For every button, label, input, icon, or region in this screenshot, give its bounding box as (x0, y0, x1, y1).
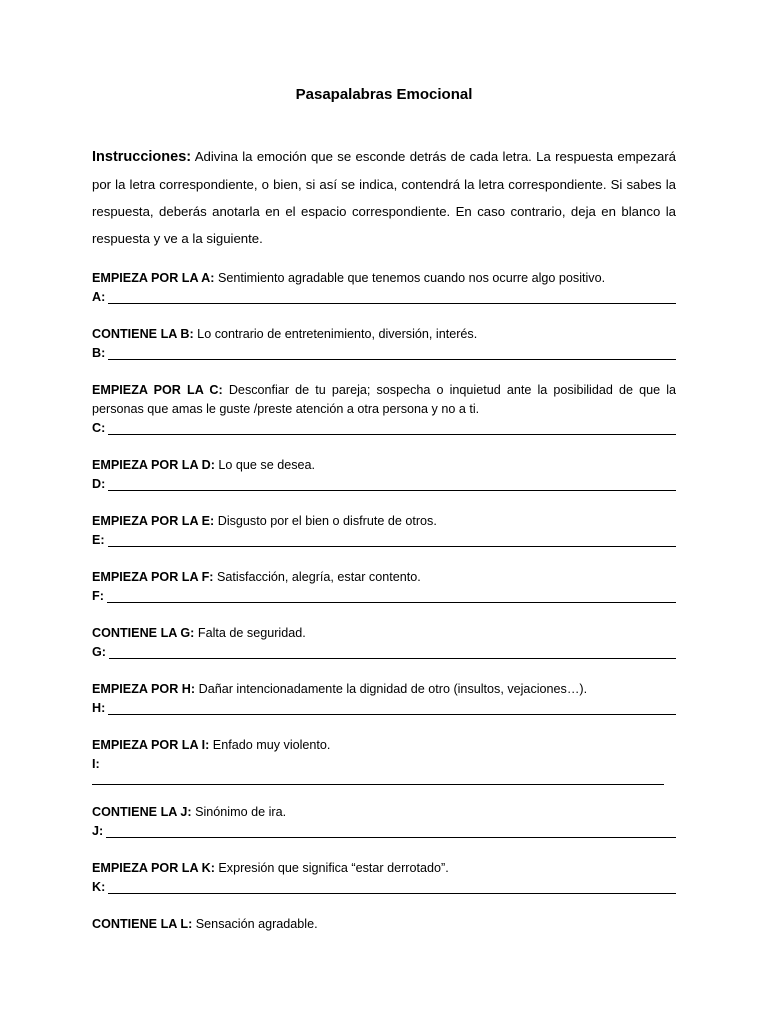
answer-line[interactable] (108, 289, 676, 304)
question-text (92, 736, 676, 755)
question-clue: Falta de seguridad. (194, 626, 306, 640)
question-text (92, 269, 676, 288)
question-text (92, 624, 676, 643)
answer-row (92, 344, 676, 363)
question-clue: Satisfacción, alegría, estar contento. (213, 570, 421, 584)
answer-label: J: (92, 824, 104, 838)
answer-label: I: (92, 757, 100, 771)
question-prefix: CONTIENE LA L: (92, 917, 193, 931)
question-text (92, 456, 676, 475)
question-text (92, 803, 676, 822)
instructions-paragraph (92, 143, 676, 252)
question-clue: Expresión que significa “estar derrotado”. (214, 861, 449, 875)
answer-label: F: (92, 589, 104, 603)
answer-line[interactable] (108, 476, 676, 491)
question-e (92, 512, 676, 550)
question-l (92, 915, 676, 934)
question-i (92, 736, 676, 785)
question-text (92, 680, 676, 699)
answer-row (92, 587, 676, 606)
question-f (92, 568, 676, 606)
question-a (92, 269, 676, 307)
answer-row (92, 288, 676, 307)
question-text (92, 381, 676, 419)
question-clue: Lo contrario de entretenimiento, diversión, interés. (193, 327, 478, 341)
question-text (92, 512, 676, 531)
question-prefix: CONTIENE LA B: (92, 327, 194, 341)
answer-row (92, 531, 676, 550)
answer-label: G: (92, 645, 106, 659)
question-prefix: CONTIENE LA G: (92, 626, 195, 640)
answer-label: D: (92, 477, 106, 491)
answer-row (92, 822, 676, 841)
question-text (92, 915, 676, 934)
answer-line[interactable] (108, 532, 676, 547)
question-prefix: EMPIEZA POR LA E: (92, 514, 215, 528)
answer-line[interactable] (109, 644, 676, 659)
question-prefix: EMPIEZA POR LA A: (92, 271, 215, 285)
answer-line[interactable] (107, 588, 676, 603)
answer-row (92, 419, 676, 438)
question-c (92, 381, 676, 438)
question-list (92, 269, 676, 934)
answer-row (92, 475, 676, 494)
question-clue: Sentimiento agradable que tenemos cuando nos ocurre algo positivo. (214, 271, 606, 285)
question-text (92, 859, 676, 878)
question-clue: Desconfiar de tu pareja; sospecha o inquietud ante la posibilidad de que la personas que amas le guste /preste atención a otra persona y no a ti. (92, 383, 676, 416)
question-clue: Enfado muy violento. (209, 738, 331, 752)
answer-row (92, 699, 676, 718)
question-prefix: EMPIEZA POR H: (92, 682, 196, 696)
question-clue: Disgusto por el bien o disfrute de otros. (214, 514, 437, 528)
answer-label: C: (92, 421, 106, 435)
question-prefix: EMPIEZA POR LA C: (92, 383, 223, 397)
answer-line[interactable] (108, 345, 676, 360)
question-prefix: EMPIEZA POR LA F: (92, 570, 214, 584)
question-clue: Lo que se desea. (214, 458, 316, 472)
question-prefix: EMPIEZA POR LA K: (92, 861, 215, 875)
question-b (92, 325, 676, 363)
question-g (92, 624, 676, 662)
question-h (92, 680, 676, 718)
question-prefix: EMPIEZA POR LA I: (92, 738, 210, 752)
answer-line[interactable] (92, 774, 664, 785)
question-k (92, 859, 676, 897)
question-d (92, 456, 676, 494)
question-clue: Dañar intencionadamente la dignidad de otro (insultos, vejaciones…). (195, 682, 588, 696)
question-text (92, 325, 676, 344)
answer-row (92, 755, 676, 785)
instructions-text: Adivina la emoción que se esconde detrás de cada letra. La respuesta empezará por la letra correspondiente, o bien, si así se indica, contendrá la letra correspondiente. Si sabes la respuesta, deberás anotarla en el espacio correspondiente. En caso contrario, deja en blanco la respuesta y ve a la siguiente. (92, 149, 676, 246)
answer-label: E: (92, 533, 105, 547)
answer-row (92, 643, 676, 662)
answer-line[interactable] (108, 700, 676, 715)
question-clue: Sensación agradable. (192, 917, 318, 931)
instructions-lead: Instrucciones: (92, 149, 192, 165)
question-prefix: CONTIENE LA J: (92, 805, 192, 819)
question-j (92, 803, 676, 841)
answer-line[interactable] (108, 420, 676, 435)
answer-label: B: (92, 346, 106, 360)
answer-label: H: (92, 701, 106, 715)
document-title: Pasapalabras Emocional (295, 86, 473, 103)
question-prefix: EMPIEZA POR LA D: (92, 458, 215, 472)
answer-line[interactable] (106, 823, 676, 838)
question-clue: Sinónimo de ira. (191, 805, 287, 819)
answer-label: K: (92, 880, 106, 894)
question-text (92, 568, 676, 587)
answer-label: A: (92, 290, 106, 304)
answer-line[interactable] (108, 879, 676, 894)
answer-row (92, 878, 676, 897)
